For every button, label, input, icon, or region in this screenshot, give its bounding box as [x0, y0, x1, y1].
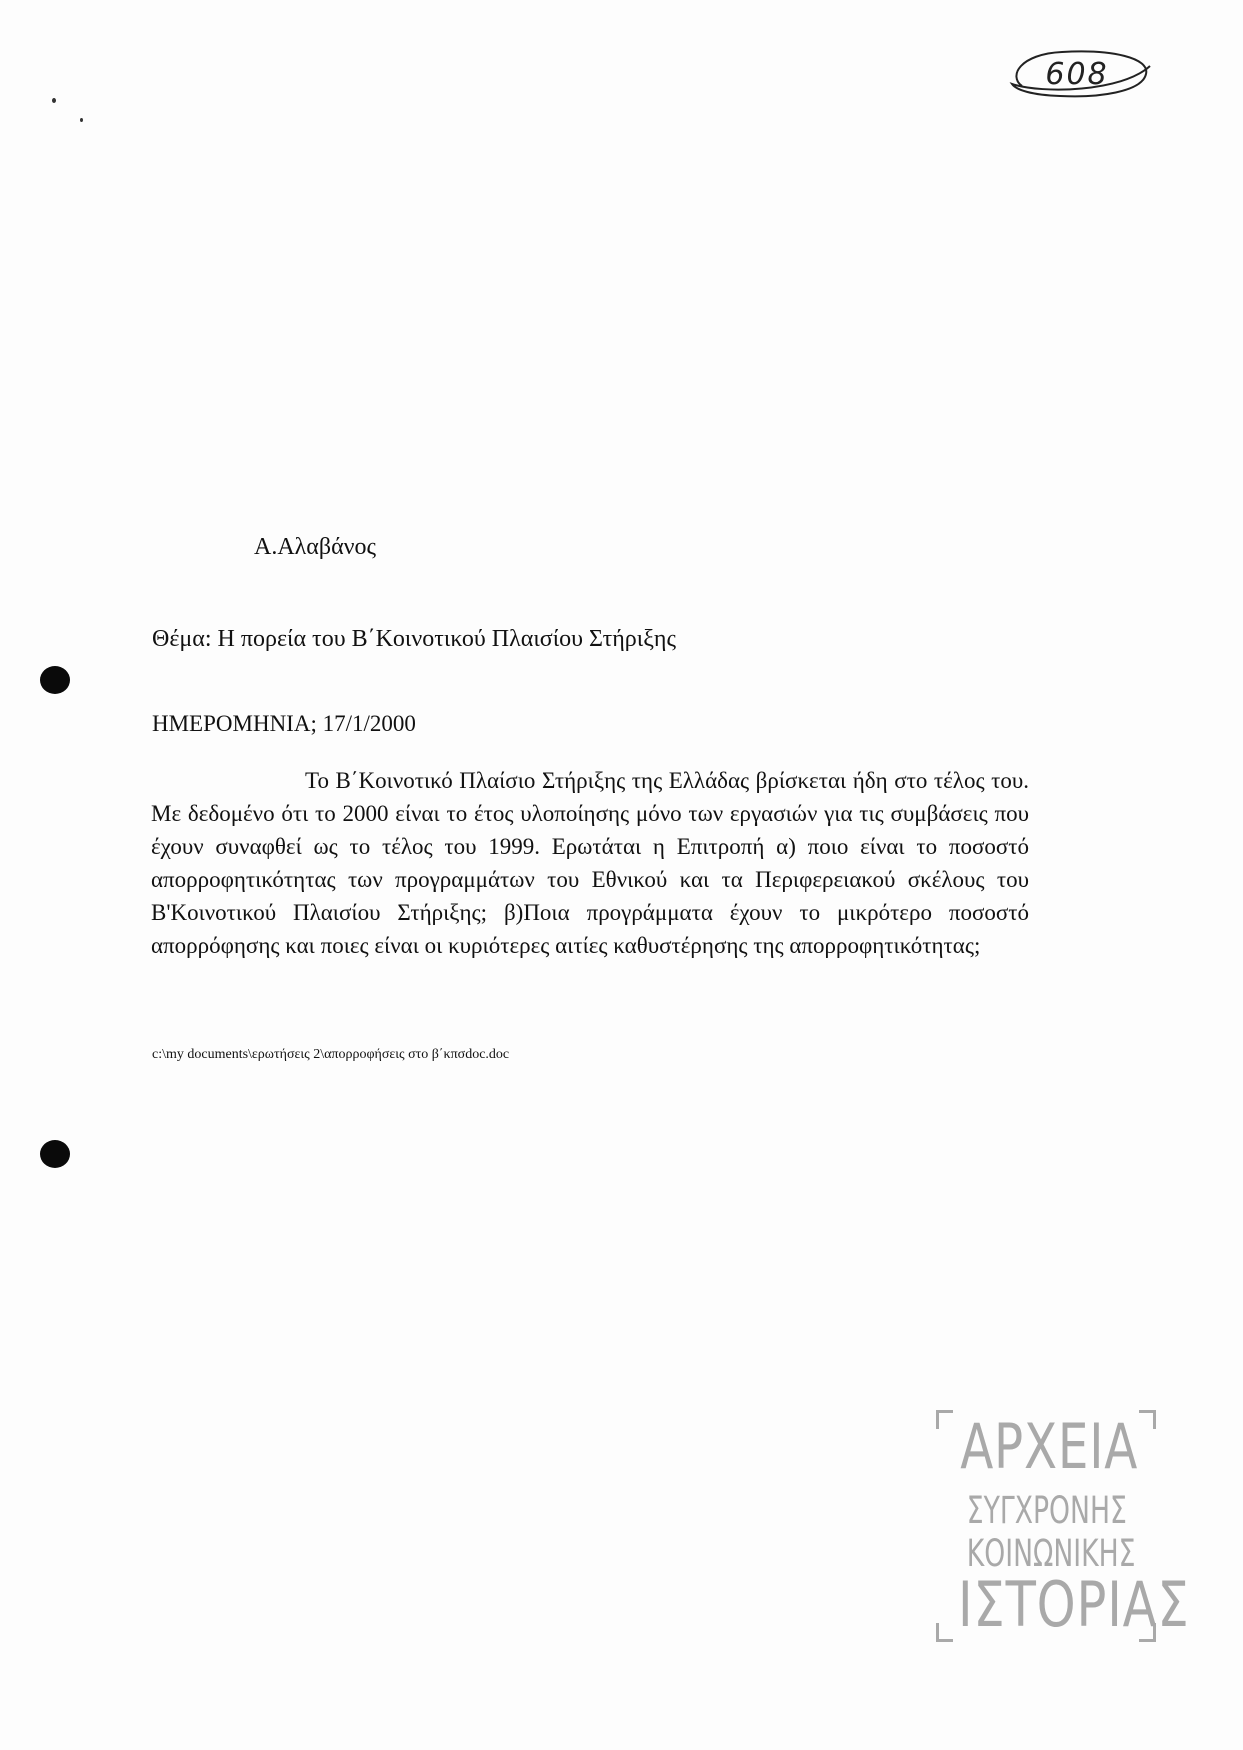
punch-hole: [40, 1140, 70, 1168]
stamp-line-4: ΙΣΤΟΡΙΑΣ: [958, 1568, 1190, 1641]
question-body: Το Β΄Κοινοτικό Πλαίσιο Στήριξης της Ελλάδας βρίσκεται ήδη στο τέλος του. Με δεδομένο ότι το 2000 είναι το έτος υλοποίησης μόνο των εργασιών για τις συμβάσεις που έχουν συναφθεί ως το τέλος του 1999. Ερωτάται η Επιτροπή α) ποιο είναι το ποσοστό απορροφητικότητας των προγραμμάτων του Εθνικού και τα Περιφερειακού σκέλους του Β'Κοινοτικού Πλαισίου Στήριξης; β)Ποια προγράμματα έχουν το μικρότερο ποσοστό απορρόφησης και ποιες είναι οι κυριότερες αιτίες καθυστέρησης της απορροφητικότητας;: [151, 768, 1029, 958]
stamp-line-3: ΚΟΙΝΩΝΙΚΗΣ: [966, 1532, 1136, 1575]
author-name: Α.Αλαβάνος: [254, 534, 377, 560]
subject-line: Θέμα: Η πορεία του Β΄Κοινοτικού Πλαισίου Στήριξης: [152, 626, 676, 652]
archive-stamp: [936, 1410, 1190, 1642]
stamp-line-2: ΣΥΓΧΡΟΝΗΣ: [966, 1489, 1127, 1532]
page-number-text: 608: [1045, 56, 1109, 92]
scan-speck: [80, 118, 83, 122]
stamp-corner: [936, 1410, 953, 1429]
punch-hole: [40, 666, 70, 694]
stamp-corner: [936, 1623, 953, 1642]
stamp-corner: [1139, 1410, 1156, 1429]
handwritten-page-number: [1002, 46, 1152, 102]
stamp-line-1: ΑΡΧΕΙΑ: [960, 1410, 1139, 1483]
file-path-footer: c:\my documents\ερωτήσεις 2\απορροφήσεις στο β΄κπσdoc.doc: [152, 1047, 510, 1062]
scan-speck: [52, 98, 56, 103]
date-line: ΗΜΕΡΟΜΗΝΙΑ; 17/1/2000: [152, 711, 416, 736]
